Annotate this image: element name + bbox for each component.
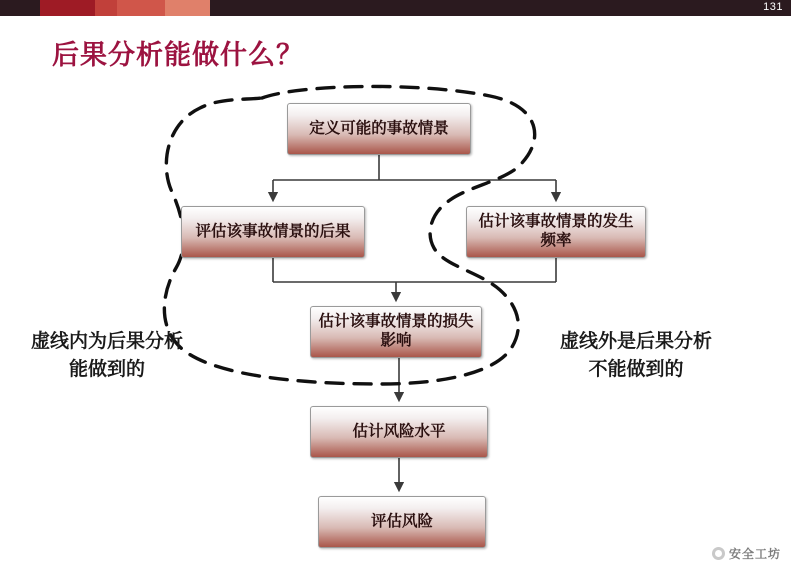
top-bar-segment-1: [40, 0, 95, 16]
circle-logo-icon: [712, 547, 725, 560]
top-bar-segment-3: [117, 0, 165, 16]
page-title: 后果分析能做什么？: [52, 40, 304, 70]
flow-box-estimate-risk-level[interactable]: 估计风险水平: [310, 406, 488, 458]
flow-box-evaluate-risk[interactable]: 评估风险: [318, 496, 486, 548]
flow-box-estimate-frequency[interactable]: 估计该事故情景的发生频率: [466, 206, 646, 258]
flow-box-assess-consequence[interactable]: 评估该事故情景的后果: [181, 206, 365, 258]
annotation-right: 虚线外是后果分析不能做到的: [559, 331, 712, 380]
top-bar-segment-4: [165, 0, 210, 16]
flow-box-define[interactable]: 定义可能的事故情景: [287, 103, 471, 155]
watermark: [712, 545, 781, 562]
annotation-left: 虚线内为后果分析能做到的: [30, 331, 183, 380]
watermark-text: 安全工坊: [728, 547, 781, 561]
top-bar-segment-2: [95, 0, 117, 16]
page-number: 131: [763, 1, 783, 13]
top-color-bar: [0, 0, 791, 16]
flow-box-estimate-loss[interactable]: 估计该事故情景的损失影响: [310, 306, 482, 358]
